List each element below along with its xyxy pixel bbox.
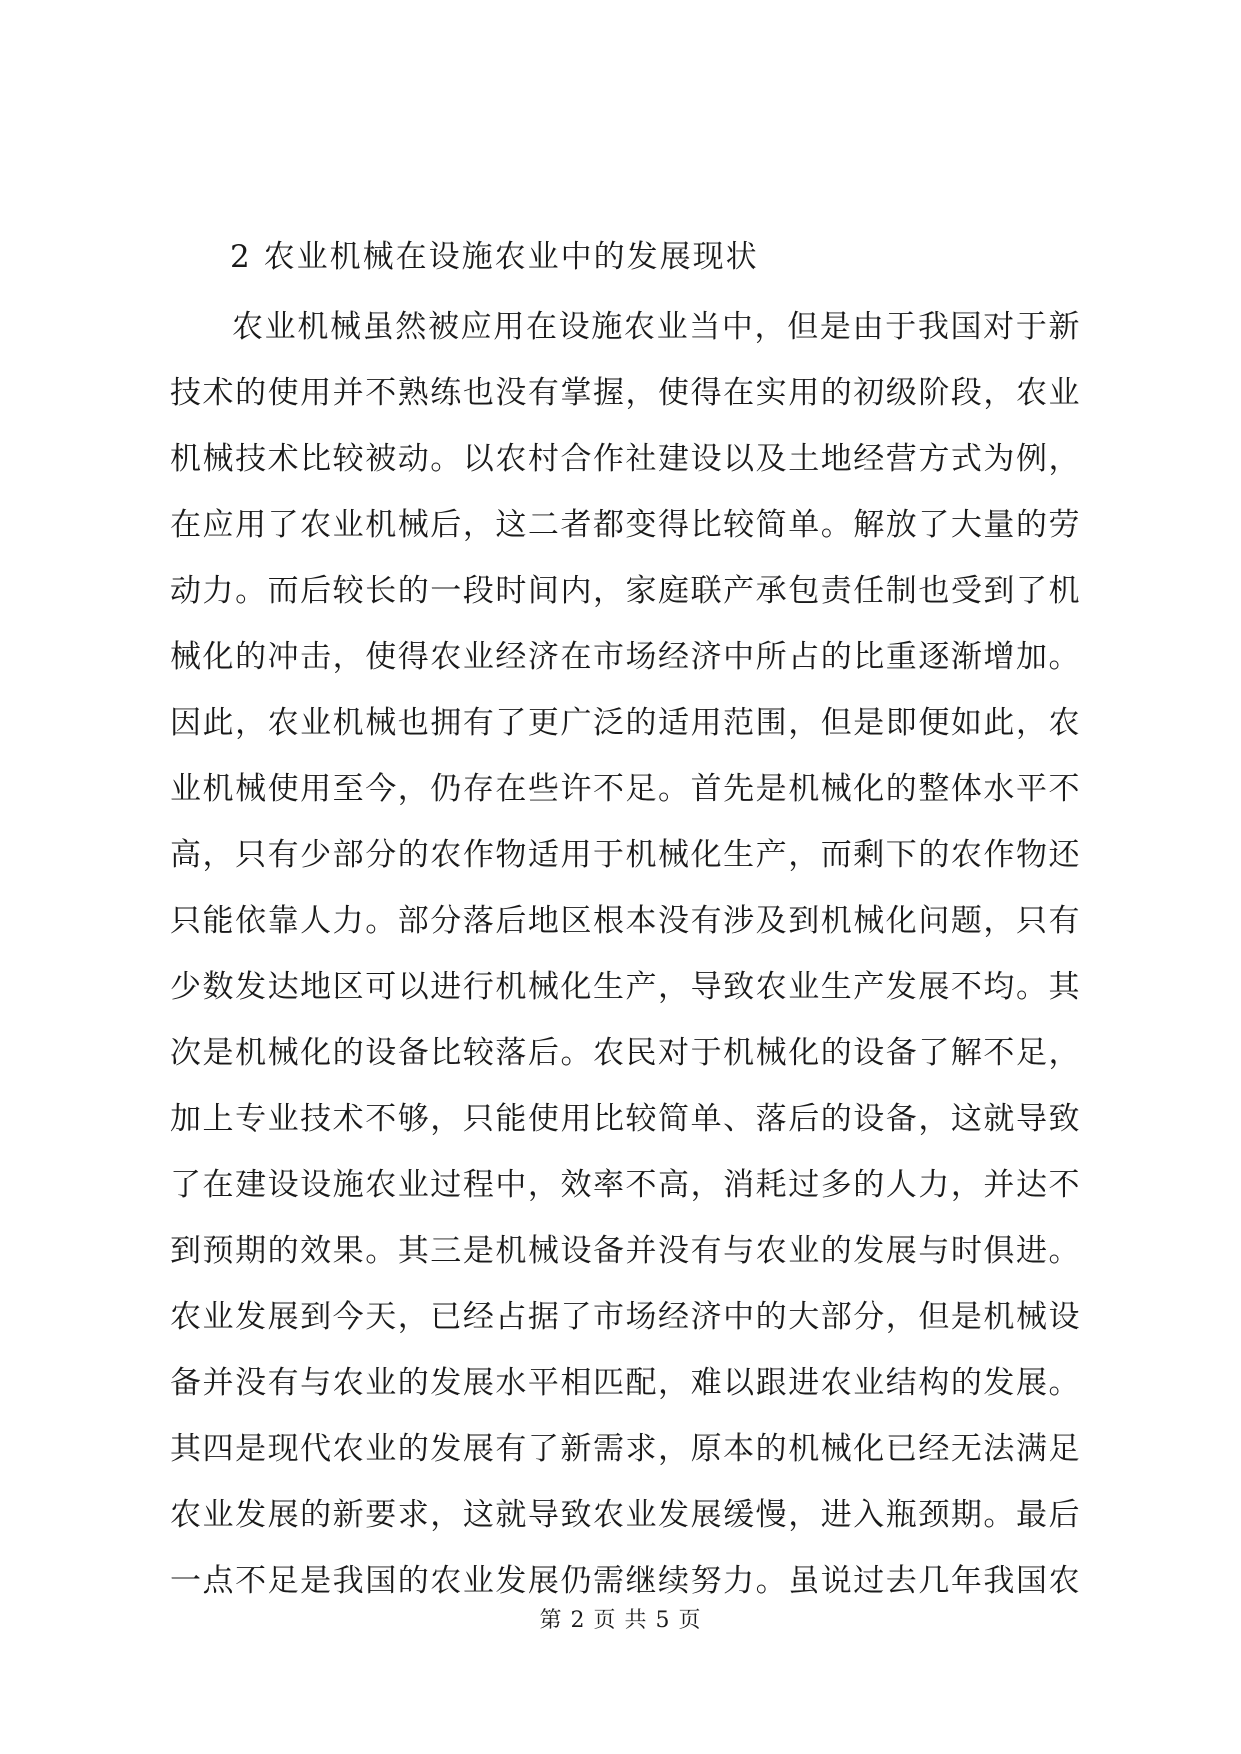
paragraph-line: 在应用了农业机械后，这二者都变得比较简单。解放了大量的劳 [170,507,1080,543]
paragraph [170,294,1080,1614]
paragraph-line: 业机械使用至今，仍存在些许不足。首先是机械化的整体水平不 [170,771,1080,807]
paragraph-line: 高，只有少部分的农作物适用于机械化生产，而剩下的农作物还 [170,837,1080,873]
paragraph-line: 技术的使用并不熟练也没有掌握，使得在实用的初级阶段，农业 [170,375,1080,411]
paragraph-line: 一点不足是我国的农业发展仍需继续努力。虽说过去几年我国农 [170,1563,1080,1599]
paragraph-line: 械化的冲击，使得农业经济在市场经济中所占的比重逐渐增加。 [170,639,1080,675]
paragraph-line: 了在建设设施农业过程中，效率不高，消耗过多的人力，并达不 [170,1167,1080,1203]
paragraph-line: 到预期的效果。其三是机械设备并没有与农业的发展与时俱进。 [170,1233,1080,1269]
paragraph-line: 农业发展到今天，已经占据了市场经济中的大部分，但是机械设 [170,1299,1080,1335]
paragraph-line: 农业机械虽然被应用在设施农业当中，但是由于我国对于新 [232,309,1080,345]
paragraph-line: 动力。而后较长的一段时间内，家庭联产承包责任制也受到了机 [170,573,1080,609]
paragraph-line: 因此，农业机械也拥有了更广泛的适用范围，但是即便如此，农 [170,705,1080,741]
paragraph-line: 农业发展的新要求，这就导致农业发展缓慢，进入瓶颈期。最后 [170,1497,1080,1533]
section-heading: 2 农业机械在设施农业中的发展现状 [230,239,759,275]
paragraph-line: 机械技术比较被动。以农村合作社建设以及土地经营方式为例， [170,441,1080,477]
paragraph-line: 加上专业技术不够，只能使用比较简单、落后的设备，这就导致 [170,1101,1080,1137]
paragraph-line: 少数发达地区可以进行机械化生产，导致农业生产发展不均。其 [170,969,1080,1005]
paragraph-line: 只能依靠人力。部分落后地区根本没有涉及到机械化问题，只有 [170,903,1080,939]
paragraph-line: 次是机械化的设备比较落后。农民对于机械化的设备了解不足， [170,1035,1080,1071]
page-number-footer: 第 2 页 共 5 页 [539,1608,702,1633]
paragraph-line: 备并没有与农业的发展水平相匹配，难以跟进农业结构的发展。 [170,1365,1080,1401]
paragraph-line: 其四是现代农业的发展有了新需求，原本的机械化已经无法满足 [170,1431,1080,1467]
